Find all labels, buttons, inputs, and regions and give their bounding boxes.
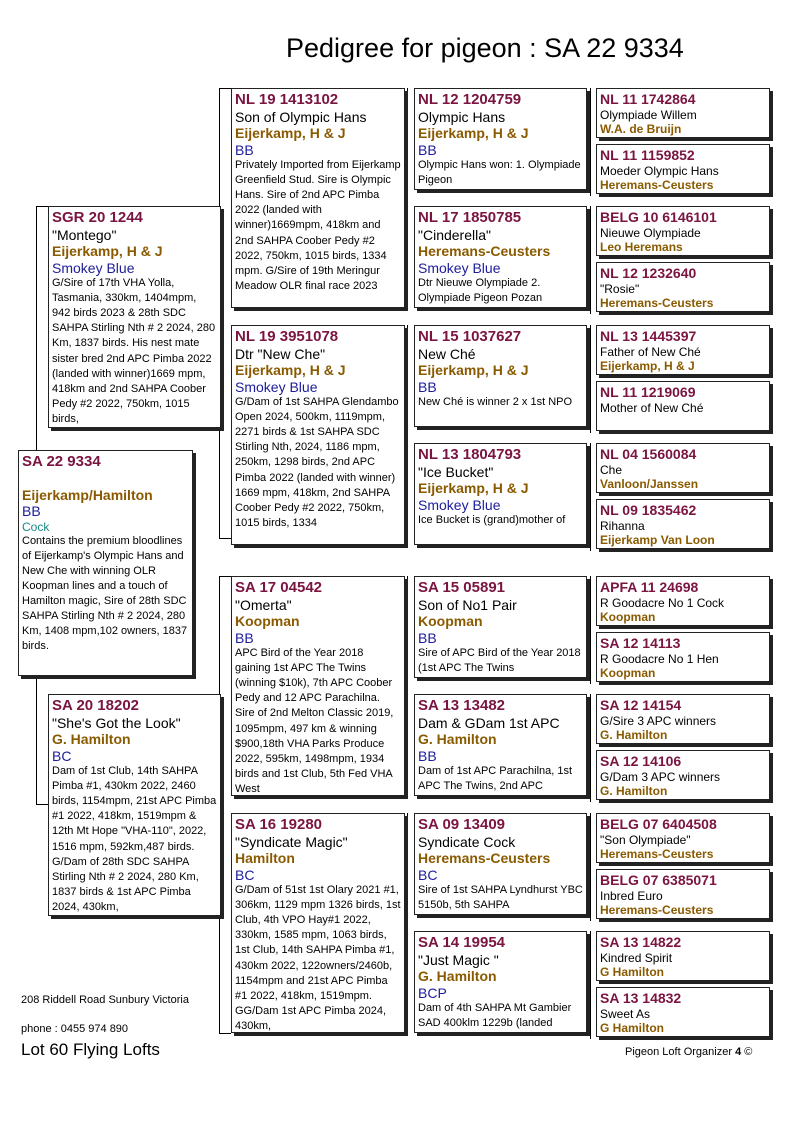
- connector-line: [407, 325, 408, 545]
- breeder: Hamilton: [235, 850, 295, 867]
- pigeon-name: "Montego": [52, 226, 117, 243]
- ring-number: SA 09 13409: [418, 816, 506, 833]
- ring-number: SA 20 18202: [52, 697, 140, 714]
- colour: BCP: [418, 984, 447, 1001]
- dd-dam-card: [414, 931, 587, 1033]
- notes: Dtr Nieuwe Olympiade 2. Olympiade Pigeon Pozan: [418, 277, 543, 305]
- colour: BC: [52, 747, 72, 764]
- breeder: W.A. de Bruijn: [600, 121, 682, 136]
- notes: Dam of 1st APC Parachilna, 1st APC The Twins, 2nd APC: [418, 765, 573, 793]
- subject-card: [18, 450, 193, 676]
- g4-card: [596, 262, 770, 312]
- colour: BC: [418, 866, 438, 883]
- pigeon-name: Kindred Spirit: [600, 950, 673, 965]
- sex: Cock: [22, 519, 50, 534]
- breeder: G. Hamilton: [52, 731, 131, 748]
- colour: BB: [418, 747, 437, 764]
- connector-line: [407, 88, 408, 308]
- pigeon-name: Olympic Hans: [418, 108, 506, 125]
- ring-number: BELG 07 6385071: [600, 872, 717, 888]
- pigeon-name: Dtr "New Che": [235, 345, 326, 362]
- breeder: G Hamilton: [600, 964, 665, 979]
- sire-sire-card: [231, 88, 405, 308]
- breeder: Eijerkamp, H & J: [418, 480, 529, 497]
- g4-card: [596, 576, 770, 626]
- software-name: Pigeon Loft Organizer: [625, 1046, 733, 1058]
- pigeon-name: Moeder Olympic Hans: [600, 163, 719, 178]
- notes: Contains the premium bloodlines of Eijerkamp's Olympic Hans and New Che with winning OLR Koopman lines and a touch of Hamilton magic, Sire of 28th SDC SAHPA Stirling Nth # 2 2024, 280 Km, 1408 mpm,102 owners, 1837 birds.: [22, 534, 188, 653]
- connector-line: [219, 538, 231, 539]
- pigeon-name: Nieuwe Olympiade: [600, 225, 701, 240]
- pigeon-name: "Rosie": [600, 281, 640, 296]
- connector-line: [590, 206, 591, 314]
- ring-number: NL 19 3951078: [235, 328, 339, 345]
- colour: Smokey Blue: [52, 259, 135, 276]
- breeder: Heremans-Ceusters: [418, 243, 551, 260]
- address: 208 Riddell Road Sunbury Victoria: [21, 994, 189, 1006]
- pigeon-name: Son of No1 Pair: [418, 596, 517, 613]
- colour: BB: [235, 141, 254, 158]
- breeder: Leo Heremans: [600, 239, 683, 254]
- breeder: Eijerkamp, H & J: [52, 243, 163, 260]
- dd-sire-card: [414, 813, 587, 915]
- breeder: Vanloon/Janssen: [600, 476, 699, 491]
- ring-number: SA 13 13482: [418, 697, 506, 714]
- breeder: G. Hamilton: [600, 727, 668, 742]
- breeder: Eijerkamp/Hamilton: [22, 486, 153, 503]
- connector-line: [590, 325, 591, 433]
- pigeon-name: Syndicate Cock: [418, 833, 516, 850]
- sd-sire-card: [414, 325, 587, 427]
- breeder: G Hamilton: [600, 1020, 665, 1035]
- g4-card: [596, 325, 770, 375]
- connector-line: [219, 576, 231, 577]
- breeder: Eijerkamp, H & J: [418, 125, 529, 142]
- g4-card: [596, 499, 770, 549]
- ring-number: NL 12 1232640: [600, 265, 697, 281]
- breeder: Heremans-Ceusters: [600, 902, 714, 917]
- ring-number: NL 15 1037627: [418, 328, 522, 345]
- ring-number: SA 13 14822: [600, 934, 682, 950]
- notes: G/Sire of 17th VHA Yolla, Tasmania, 330km, 1404mpm, 942 birds 2023 & 28th SDC SAHPA Stirling Nth # 2 2024, 280 Km, 1837 birds. His nest mate sister bred 2nd APC Pimba 2022 (landed with winner)1669 mpm, 418km and 2nd SAHPA Coober Pedy #2 2022, 750km, 1015 birds,: [52, 277, 216, 425]
- ring-number: NL 04 1560084: [600, 446, 697, 462]
- notes: G/Dam of 1st SAHPA Glendambo Open 2024, 500km, 1119mpm, 2271 birds & 1st SAHPA SDC Stirling Nth, 2024, 1186 mpm, 250km, 1298 birds, 2nd APC Pimba 2022 (landed with winner) 1669 mpm, 418km, 2nd SAHPA Coober Pedy #2 2022, 750km, 1015 birds, 1334: [235, 396, 399, 529]
- g4-card: [596, 88, 770, 138]
- ring-number: NL 11 1159852: [600, 147, 695, 163]
- ss-dam-card: [414, 206, 587, 308]
- g4-card: [596, 931, 770, 981]
- g4-card: [596, 813, 770, 863]
- connector-line: [590, 88, 591, 196]
- pigeon-name: New Ché: [418, 345, 476, 362]
- ring-number: SA 14 19954: [418, 934, 506, 951]
- notes: Olympic Hans won: 1. Olympiade Pigeon: [418, 159, 581, 187]
- breeder: Heremans-Ceusters: [418, 850, 551, 867]
- colour: BC: [235, 866, 255, 883]
- ring-number: NL 12 1204759: [418, 91, 522, 108]
- page-title: Pedigree for pigeon : SA 22 9334: [286, 33, 684, 63]
- g4-card: [596, 381, 770, 431]
- loft-name: Lot 60 Flying Lofts: [21, 1040, 160, 1059]
- ring-number: SA 12 14106: [600, 753, 682, 769]
- connector-line: [219, 1033, 231, 1034]
- ring-number: NL 17 1850785: [418, 209, 522, 226]
- dam-sire-card: [231, 576, 405, 796]
- breeder: G. Hamilton: [418, 731, 497, 748]
- colour: BB: [235, 629, 254, 646]
- colour: BB: [418, 378, 437, 395]
- pigeon-name: Son of Olympic Hans: [235, 108, 367, 125]
- notes: Dam of 4th SAHPA Mt Gambier SAD 400klm 1229b (landed: [418, 1002, 572, 1030]
- connector-line: [407, 813, 408, 1033]
- connector-line: [219, 88, 231, 89]
- software-credit: [625, 1046, 752, 1058]
- pigeon-name: "She's Got the Look": [52, 714, 181, 731]
- colour: Smokey Blue: [235, 378, 318, 395]
- breeder: Heremans-Ceusters: [600, 177, 714, 192]
- pigeon-name: "Cinderella": [418, 226, 491, 243]
- sire-card: [48, 206, 221, 428]
- breeder: Eijerkamp, H & J: [418, 362, 529, 379]
- pigeon-name: Olympiade Willem: [600, 107, 697, 122]
- notes: Sire of APC Bird of the Year 2018 (1st APC The Twins: [418, 647, 581, 675]
- dam-card: [48, 694, 221, 916]
- pigeon-name: Sweet As: [600, 1006, 651, 1021]
- pigeon-name: Dam & GDam 1st APC: [418, 714, 560, 731]
- ring-number: SA 12 14154: [600, 697, 682, 713]
- colour: BB: [22, 503, 41, 520]
- colour: BB: [418, 141, 437, 158]
- breeder: Koopman: [235, 613, 300, 630]
- g4-card: [596, 987, 770, 1037]
- ring-number: SA 15 05891: [418, 579, 506, 596]
- software-version: 4: [735, 1046, 742, 1058]
- connector-line: [407, 576, 408, 796]
- pigeon-name: Che: [600, 462, 623, 477]
- copyright-icon: ©: [744, 1046, 753, 1058]
- notes: Ice Bucket is (grand)mother of: [418, 514, 566, 527]
- breeder: Koopman: [600, 609, 656, 624]
- breeder: Heremans-Ceusters: [600, 295, 714, 310]
- ring-number: NL 13 1804793: [418, 446, 522, 463]
- breeder: Eijerkamp, H & J: [600, 358, 695, 373]
- colour: BB: [418, 629, 437, 646]
- connector-line: [36, 804, 48, 805]
- g4-card: [596, 206, 770, 256]
- pigeon-name: Father of New Ché: [600, 344, 701, 359]
- ring-number: APFA 11 24698: [600, 579, 699, 595]
- g4-card: [596, 750, 770, 800]
- notes: APC Bird of the Year 2018 gaining 1st APC The Twins (winning $10k), 7th APC Coober Pedy and 12 APC Parachilna. Sire of 2nd Melton Classic 2019, 1095mpm, 497 km & winning $900,18th VHA Parks Produce 2022, 595km, 1498mpm, 1934 birds and 1st Club, 5th Fed VHA West: [235, 647, 394, 795]
- sire-dam-card: [231, 325, 405, 545]
- notes: G/Dam of 51st 1st Olary 2021 #1, 306km, 1129 mpm 1326 birds, 1st Club, 4th VPO Hay#1 2022, 330km, 1585 mpm, 1063 birds, 1st Club, 14th SAHPA Pimba #1, 430km 2022, 122owners/2460b, 1154mpm and 21st APC Pimba #1 2022, 418km, 1519mpm. GG/Dam 1st APC Pimba 2024, 430km,: [235, 884, 401, 1032]
- notes: Dam of 1st Club, 14th SAHPA Pimba #1, 430km 2022, 2460 birds, 1154mpm, 21st APC Pimba #1 2022, 418km, 1519mpm & 12th Mt Hope "VHA-110", 2022, 1516 mpm, 592km,487 birds. G/Dam of 28th SDC SAHPA Stirling Nth # 2 2024, 280 Km, 1837 birds & 1st APC Pimba 2024, 430km,: [52, 765, 217, 913]
- g4-card: [596, 869, 770, 919]
- pigeon-name: Rihanna: [600, 518, 645, 533]
- ring-number: SA 17 04542: [235, 579, 323, 596]
- ds-sire-card: [414, 576, 587, 678]
- breeder: Heremans-Ceusters: [600, 846, 714, 861]
- pigeon-name: "Ice Bucket": [418, 463, 494, 480]
- ring-number: NL 19 1413102: [235, 91, 339, 108]
- ring-number: NL 09 1835462: [600, 502, 697, 518]
- pigeon-name: "Syndicate Magic": [235, 833, 348, 850]
- ds-dam-card: [414, 694, 587, 796]
- pigeon-name: "Omerta": [235, 596, 292, 613]
- ring-number: SA 22 9334: [22, 453, 101, 470]
- connector-line: [590, 443, 591, 551]
- breeder: G. Hamilton: [600, 783, 668, 798]
- pigeon-name: Inbred Euro: [600, 888, 663, 903]
- pigeon-name: R Goodacre No 1 Hen: [600, 651, 719, 666]
- pigeon-name: "Just Magic ": [418, 951, 499, 968]
- connector-line: [590, 576, 591, 684]
- g4-card: [596, 694, 770, 744]
- ring-number: SGR 20 1244: [52, 209, 143, 226]
- g4-card: [596, 144, 770, 194]
- ring-number: NL 11 1742864: [600, 91, 696, 107]
- phone: phone : 0455 974 890: [21, 1023, 129, 1035]
- pigeon-name: Mother of New Ché: [600, 400, 704, 415]
- pigeon-name: R Goodacre No 1 Cock: [600, 595, 725, 610]
- colour: Smokey Blue: [418, 259, 501, 276]
- notes: Privately Imported from Eijerkamp Greenfield Stud. Sire is Olympic Hans. Sire of 2nd APC Pimba 2022 (landed with winner)1669mpm, 418km and 2nd SAHPA Coober Pedy #2 2022, 750km, 1015 birds, 1334 mpm. G/Sire of 19th Meringur Meadow OLR final race 2023: [235, 159, 401, 292]
- breeder: G. Hamilton: [418, 968, 497, 985]
- connector-line: [36, 206, 48, 207]
- notes: New Ché is winner 2 x 1st NPO: [418, 396, 573, 409]
- ss-sire-card: [414, 88, 587, 190]
- breeder: Koopman: [418, 613, 483, 630]
- ring-number: NL 13 1445397: [600, 328, 697, 344]
- ring-number: NL 11 1219069: [600, 384, 696, 400]
- ring-number: SA 13 14832: [600, 990, 682, 1006]
- colour: Smokey Blue: [418, 496, 501, 513]
- ring-number: SA 16 19280: [235, 816, 323, 833]
- g4-card: [596, 443, 770, 493]
- sd-dam-card: [414, 443, 587, 545]
- ring-number: SA 12 14113: [600, 635, 681, 651]
- connector-line: [590, 931, 591, 1039]
- ring-number: BELG 10 6146101: [600, 209, 717, 225]
- notes: Sire of 1st SAHPA Lyndhurst YBC 5150b, 5th SAHPA: [418, 884, 583, 912]
- g4-card: [596, 632, 770, 682]
- pigeon-name: G/Sire 3 APC winners: [600, 713, 717, 728]
- connector-line: [590, 694, 591, 802]
- pigeon-name: "Son Olympiade": [600, 832, 691, 847]
- breeder: Eijerkamp, H & J: [235, 362, 346, 379]
- ring-number: BELG 07 6404508: [600, 816, 717, 832]
- breeder: Koopman: [600, 665, 656, 680]
- breeder: Eijerkamp, H & J: [235, 125, 346, 142]
- dam-dam-card: [231, 813, 405, 1033]
- breeder: Eijerkamp Van Loon: [600, 532, 715, 547]
- pigeon-name: G/Dam 3 APC winners: [600, 769, 721, 784]
- connector-line: [590, 813, 591, 921]
